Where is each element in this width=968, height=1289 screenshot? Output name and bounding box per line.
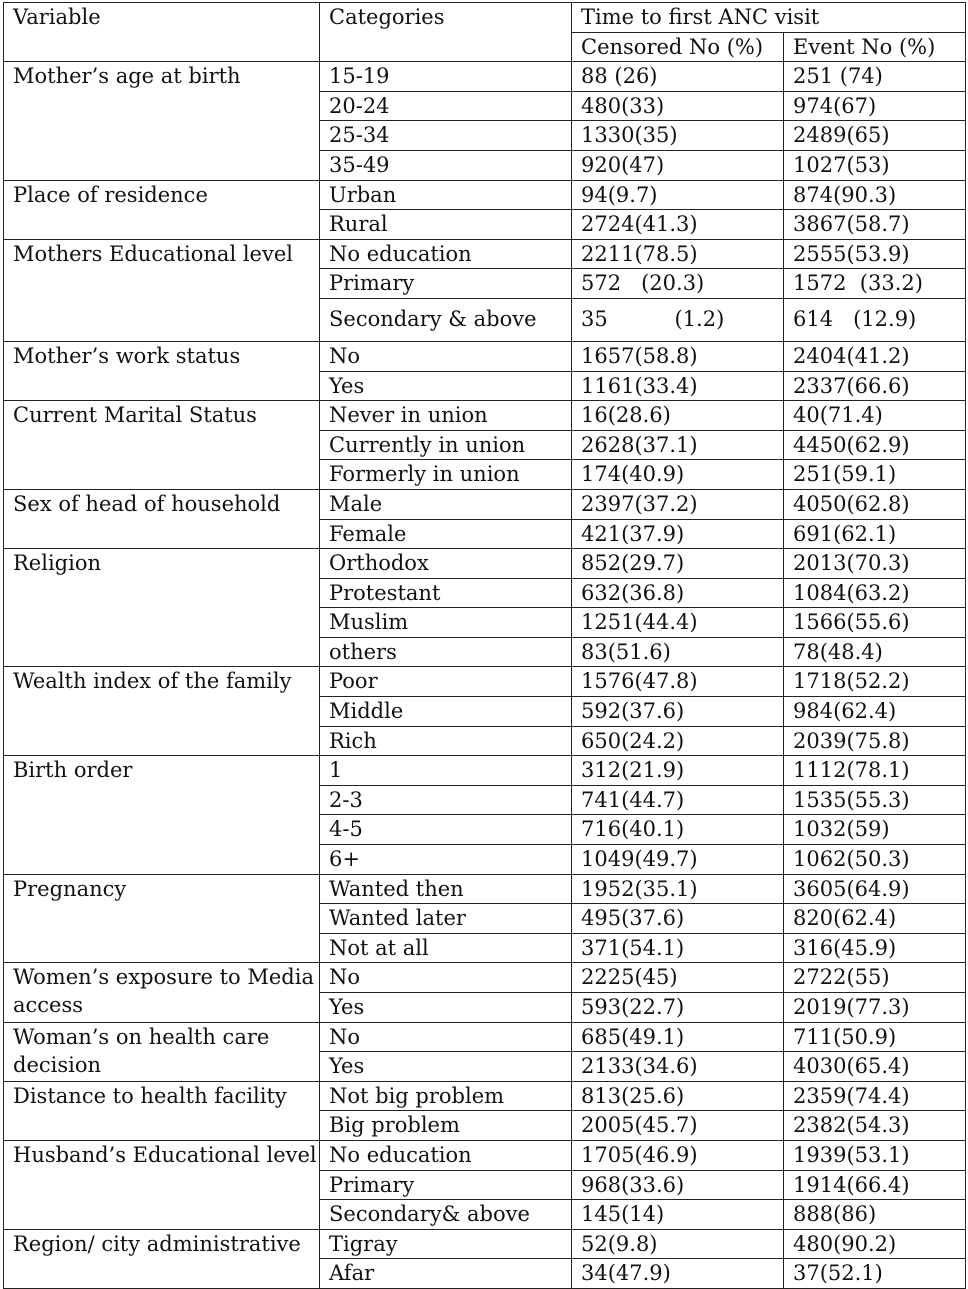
table-row [4,62,966,92]
event-cell: 1027(53) [784,150,966,180]
event-cell: 1112(78.1) [784,756,966,786]
censored-cell: 2211(78.5) [572,239,784,269]
censored-cell: 1705(46.9) [572,1140,784,1170]
category-cell: Secondary & above [320,298,572,341]
event-cell: 1939(53.1) [784,1140,966,1170]
censored-cell: 94(9.7) [572,180,784,210]
censored-cell: 1330(35) [572,121,784,151]
category-cell: Middle [320,697,572,727]
category-cell: Muslim [320,608,572,638]
variable-cell: Distance to health facility [4,1081,320,1140]
category-cell: Primary [320,1170,572,1200]
category-cell: Big problem [320,1111,572,1141]
event-cell: 1084(63.2) [784,578,966,608]
variable-cell: Place of residence [4,180,320,239]
variable-cell: Wealth index of the family [4,667,320,756]
censored-cell: 592(37.6) [572,697,784,727]
category-cell: Yes [320,371,572,401]
category-cell: No education [320,1140,572,1170]
category-cell: Poor [320,667,572,697]
censored-cell: 2724(41.3) [572,210,784,240]
category-cell: Currently in union [320,430,572,460]
variable-cell: Mother’s age at birth [4,62,320,180]
table-row [4,756,966,786]
category-cell: Yes [320,1052,572,1082]
censored-cell: 2133(34.6) [572,1052,784,1082]
table-row [4,963,966,993]
table-row [4,549,966,579]
category-cell: 2-3 [320,785,572,815]
category-cell: Afar [320,1259,572,1289]
category-cell: 20-24 [320,91,572,121]
header-variable: Variable [4,3,320,62]
censored-cell: 312(21.9) [572,756,784,786]
censored-cell: 1657(58.8) [572,341,784,371]
event-cell: 78(48.4) [784,637,966,667]
censored-cell: 16(28.6) [572,401,784,431]
censored-cell: 34(47.9) [572,1259,784,1289]
censored-cell: 480(33) [572,91,784,121]
event-cell: 4450(62.9) [784,430,966,460]
category-cell: No education [320,239,572,269]
event-cell: 888(86) [784,1200,966,1230]
censored-cell: 2628(37.1) [572,430,784,460]
variable-cell: Region/ city administrative [4,1229,320,1288]
event-cell: 1032(59) [784,815,966,845]
censored-cell: 2397(37.2) [572,489,784,519]
category-cell: No [320,341,572,371]
censored-cell: 572 (20.3) [572,269,784,299]
table-body [4,62,966,1289]
censored-cell: 1049(49.7) [572,845,784,875]
censored-cell: 968(33.6) [572,1170,784,1200]
event-cell: 1062(50.3) [784,845,966,875]
censored-cell: 1576(47.8) [572,667,784,697]
censored-cell: 813(25.6) [572,1081,784,1111]
category-cell: others [320,637,572,667]
event-cell: 2359(74.4) [784,1081,966,1111]
variable-cell: Pregnancy [4,874,320,963]
category-cell: Wanted later [320,904,572,934]
category-cell: Not at all [320,933,572,963]
event-cell: 1718(52.2) [784,667,966,697]
category-cell: Male [320,489,572,519]
event-cell: 1572 (33.2) [784,269,966,299]
event-cell: 2489(65) [784,121,966,151]
category-cell: Secondary& above [320,1200,572,1230]
censored-cell: 495(37.6) [572,904,784,934]
event-cell: 1914(66.4) [784,1170,966,1200]
category-cell: Not big problem [320,1081,572,1111]
category-cell: 4-5 [320,815,572,845]
category-cell: No [320,1022,572,1052]
censored-cell: 716(40.1) [572,815,784,845]
censored-cell: 685(49.1) [572,1022,784,1052]
censored-cell: 852(29.7) [572,549,784,579]
event-cell: 1566(55.6) [784,608,966,638]
table-row [4,341,966,371]
event-cell: 3867(58.7) [784,210,966,240]
event-cell: 40(71.4) [784,401,966,431]
header-categories: Categories [320,3,572,62]
censored-cell: 741(44.7) [572,785,784,815]
table-row [4,1140,966,1170]
table-row [4,1022,966,1052]
censored-cell: 1251(44.4) [572,608,784,638]
variable-cell: Birth order [4,756,320,874]
event-cell: 984(62.4) [784,697,966,727]
header-row [4,3,966,33]
censored-cell: 145(14) [572,1200,784,1230]
header-censored: Censored No (%) [572,32,784,62]
table-row [4,1229,966,1259]
category-cell: Orthodox [320,549,572,579]
event-cell: 691(62.1) [784,519,966,549]
censored-cell: 920(47) [572,150,784,180]
censored-cell: 1952(35.1) [572,874,784,904]
event-cell: 2555(53.9) [784,239,966,269]
category-cell: Primary [320,269,572,299]
category-cell: Never in union [320,401,572,431]
variable-cell: Mothers Educational level [4,239,320,341]
category-cell: 25-34 [320,121,572,151]
event-cell: 974(67) [784,91,966,121]
censored-cell: 52(9.8) [572,1229,784,1259]
censored-cell: 371(54.1) [572,933,784,963]
censored-cell: 35 (1.2) [572,298,784,341]
category-cell: 15-19 [320,62,572,92]
event-cell: 4030(65.4) [784,1052,966,1082]
variable-cell: Mother’s work status [4,341,320,400]
category-cell: 1 [320,756,572,786]
category-cell: Wanted then [320,874,572,904]
event-cell: 711(50.9) [784,1022,966,1052]
censored-cell: 2005(45.7) [572,1111,784,1141]
event-cell: 820(62.4) [784,904,966,934]
censored-cell: 632(36.8) [572,578,784,608]
category-cell: Rich [320,726,572,756]
censored-cell: 1161(33.4) [572,371,784,401]
variable-cell: Sex of head of household [4,489,320,548]
variable-cell: Current Marital Status [4,401,320,490]
event-cell: 37(52.1) [784,1259,966,1289]
table-row [4,180,966,210]
event-cell: 1535(55.3) [784,785,966,815]
category-cell: Yes [320,993,572,1023]
event-cell: 316(45.9) [784,933,966,963]
table-row [4,489,966,519]
category-cell: 35-49 [320,150,572,180]
category-cell: Rural [320,210,572,240]
censored-cell: 2225(45) [572,963,784,993]
variable-cell: Women’s exposure to Media access [4,963,320,1022]
anc-table [3,2,966,1289]
event-cell: 614 (12.9) [784,298,966,341]
censored-cell: 593(22.7) [572,993,784,1023]
event-cell: 251(59.1) [784,460,966,490]
category-cell: Tigray [320,1229,572,1259]
event-cell: 251 (74) [784,62,966,92]
event-cell: 2722(55) [784,963,966,993]
censored-cell: 421(37.9) [572,519,784,549]
table-row [4,874,966,904]
event-cell: 874(90.3) [784,180,966,210]
category-cell: Protestant [320,578,572,608]
variable-cell: Husband’s Educational level [4,1140,320,1229]
event-cell: 2337(66.6) [784,371,966,401]
censored-cell: 650(24.2) [572,726,784,756]
table-row [4,667,966,697]
event-cell: 2013(70.3) [784,549,966,579]
event-cell: 4050(62.8) [784,489,966,519]
censored-cell: 88 (26) [572,62,784,92]
event-cell: 2404(41.2) [784,341,966,371]
table-row [4,1081,966,1111]
variable-cell: Religion [4,549,320,667]
variable-cell: Woman’s on health care decision [4,1022,320,1081]
table-row [4,401,966,431]
category-cell: No [320,963,572,993]
category-cell: Urban [320,180,572,210]
censored-cell: 174(40.9) [572,460,784,490]
event-cell: 480(90.2) [784,1229,966,1259]
event-cell: 3605(64.9) [784,874,966,904]
event-cell: 2382(54.3) [784,1111,966,1141]
event-cell: 2039(75.8) [784,726,966,756]
category-cell: 6+ [320,845,572,875]
header-time-group: Time to first ANC visit [572,3,966,33]
table-row [4,239,966,269]
category-cell: Female [320,519,572,549]
header-event: Event No (%) [784,32,966,62]
event-cell: 2019(77.3) [784,993,966,1023]
category-cell: Formerly in union [320,460,572,490]
censored-cell: 83(51.6) [572,637,784,667]
